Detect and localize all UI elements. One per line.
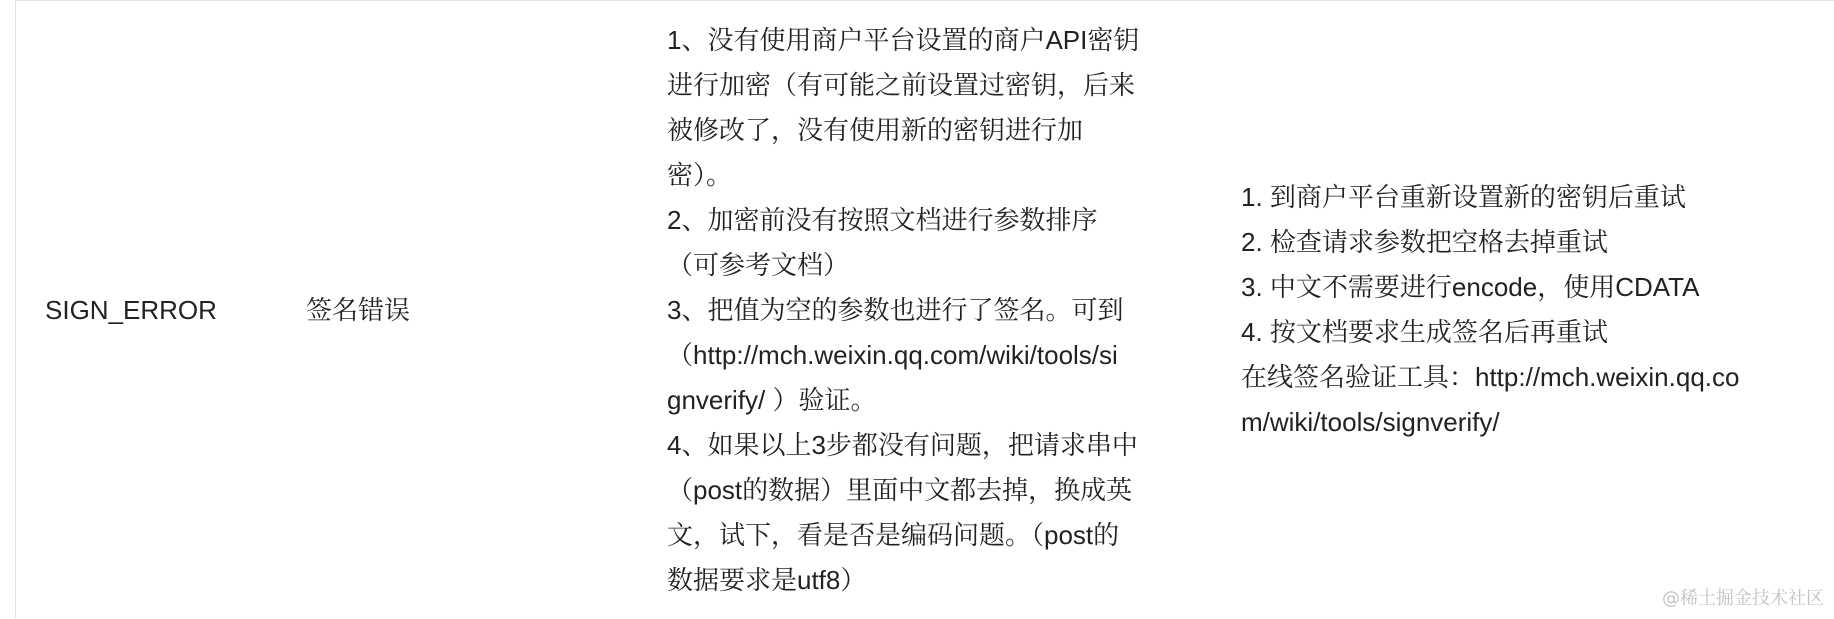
solution-line: 4. 按文档要求生成签名后再重试 [1241, 317, 1608, 347]
error-reason-text [667, 18, 1207, 603]
error-code: SIGN_ERROR [45, 294, 217, 325]
error-code-cell [45, 1, 275, 619]
watermark: @稀土掘金技术社区 [1662, 588, 1824, 609]
error-solution-text [1241, 175, 1821, 445]
reason-line: gnverify/ ）验证。 [667, 384, 877, 415]
reason-line: 1、没有使用商户平台设置的商户API密钥 [667, 24, 1140, 55]
error-description-cell [306, 1, 636, 619]
solution-line: 3. 中文不需要进行encode，使用CDATA [1241, 272, 1700, 302]
reason-line: 进行加密（有可能之前设置过密钥，后来 [667, 69, 1136, 100]
reason-line: 文，试下，看是否是编码问题。（post的 [667, 519, 1120, 550]
table-row [16, 1, 1834, 618]
error-code-table [15, 0, 1834, 618]
reason-line: （http://mch.weixin.qq.com/wiki/tools/si [667, 339, 1118, 370]
reason-line: 4、如果以上3步都没有问题，把请求串中 [667, 429, 1138, 460]
solution-line: 2. 检查请求参数把空格去掉重试 [1241, 227, 1608, 257]
reason-line: 被修改了，没有使用新的密钥进行加 [667, 114, 1084, 145]
error-description: 签名错误 [306, 294, 411, 325]
error-reason-cell [667, 1, 1207, 619]
reason-line: 3、把值为空的参数也进行了签名。可到 [667, 294, 1124, 325]
reason-line: 密）。 [667, 159, 733, 190]
solution-line: 在线签名验证工具：http://mch.weixin.qq.co [1241, 362, 1740, 392]
solution-line: m/wiki/tools/signverify/ [1241, 407, 1500, 437]
reason-line: （post的数据）里面中文都去掉，换成英 [667, 474, 1133, 505]
reason-line: 数据要求是utf8） [667, 564, 867, 595]
reason-line: （可参考文档） [667, 249, 850, 280]
error-solution-cell [1241, 1, 1821, 619]
reason-line: 2、加密前没有按照文档进行参数排序 [667, 204, 1098, 235]
solution-line: 1. 到商户平台重新设置新的密钥后重试 [1241, 182, 1686, 212]
